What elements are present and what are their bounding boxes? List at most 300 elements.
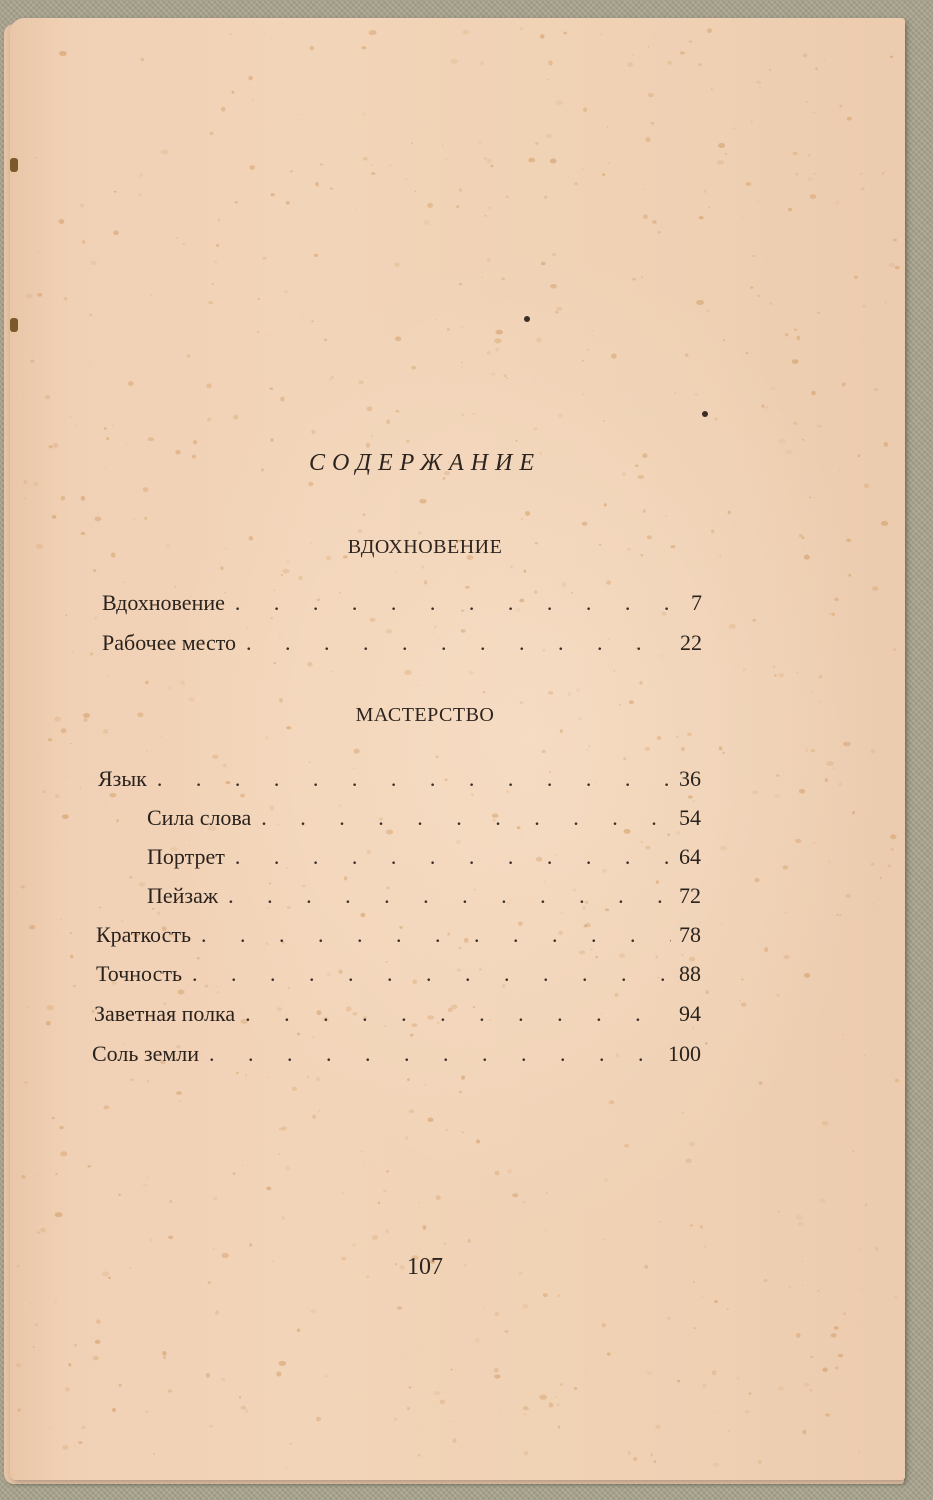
foxing-spot (52, 1117, 54, 1119)
foxing-spot (182, 243, 184, 245)
foxing-spot (619, 953, 625, 957)
foxing-spot (62, 1445, 69, 1450)
foxing-spot (80, 203, 84, 207)
foxing-spot (752, 255, 755, 257)
foxing-spot (728, 624, 736, 629)
foxing-spot (815, 67, 818, 69)
foxing-spot (506, 377, 508, 379)
foxing-spot (467, 1239, 470, 1243)
foxing-spot (525, 511, 530, 516)
foxing-spot (865, 1203, 868, 1206)
foxing-spot (37, 251, 39, 253)
foxing-spot (625, 213, 627, 215)
foxing-spot (516, 440, 518, 442)
foxing-spot (681, 954, 684, 956)
toc-entry (96, 961, 701, 987)
foxing-spot (774, 141, 775, 142)
foxing-spot (719, 746, 723, 750)
foxing-spot (298, 279, 300, 281)
foxing-spot (253, 488, 254, 489)
toc-entry-page: 100 (668, 1041, 701, 1066)
foxing-spot (694, 393, 697, 396)
foxing-spot (240, 794, 245, 798)
toc-entry-page: 7 (691, 590, 702, 615)
foxing-spot (611, 354, 617, 359)
foxing-spot (75, 425, 76, 426)
foxing-spot (220, 566, 223, 570)
foxing-spot (858, 454, 861, 457)
foxing-spot (875, 1247, 879, 1251)
foxing-spot (864, 484, 869, 488)
foxing-spot (206, 384, 211, 389)
ink-speck (702, 411, 708, 417)
foxing-spot (310, 46, 315, 50)
foxing-spot (817, 312, 820, 314)
foxing-spot (652, 220, 657, 223)
book-page (10, 18, 905, 1480)
foxing-spot (721, 923, 722, 924)
foxing-spot (59, 219, 65, 224)
ink-speck (524, 316, 530, 322)
foxing-spot (221, 107, 226, 112)
toc-entry (147, 844, 701, 870)
foxing-spot (623, 757, 626, 760)
foxing-spot (858, 1451, 860, 1453)
foxing-spot (539, 1395, 547, 1400)
toc-entry-page: 88 (679, 961, 701, 986)
section-heading-mastery: МАСТЕРСТВО (355, 704, 495, 726)
foxing-spot (860, 342, 862, 344)
toc-title: СОДЕРЖАНИЕ (308, 450, 542, 476)
foxing-spot (190, 1338, 191, 1339)
toc-entry-label: Пейзаж (147, 883, 219, 908)
foxing-spot (21, 886, 25, 889)
foxing-spot (21, 1175, 26, 1179)
foxing-spot (176, 1091, 182, 1095)
foxing-spot (814, 842, 816, 843)
foxing-spot (524, 1413, 526, 1415)
foxing-spot (714, 1300, 718, 1303)
binding-thread-mark (10, 318, 18, 332)
foxing-spot (651, 1454, 653, 1457)
foxing-spot (848, 574, 851, 577)
toc-entry-page: 54 (679, 805, 701, 830)
foxing-spot (487, 258, 491, 262)
foxing-spot (180, 918, 181, 919)
foxing-spot (309, 762, 311, 763)
foxing-spot (245, 1409, 248, 1413)
foxing-spot (501, 333, 503, 334)
foxing-spot (487, 351, 491, 354)
foxing-spot (657, 231, 661, 234)
foxing-spot (887, 864, 891, 867)
foxing-spot (743, 667, 746, 671)
foxing-spot (354, 749, 360, 754)
foxing-spot (279, 698, 283, 703)
foxing-spot (785, 333, 788, 336)
foxing-spot (752, 790, 758, 794)
foxing-spot (550, 158, 557, 163)
foxing-spot (582, 360, 584, 362)
foxing-spot (546, 1192, 548, 1194)
foxing-spot (332, 671, 334, 672)
foxing-spot (417, 685, 418, 686)
foxing-spot (487, 158, 492, 163)
foxing-spot (358, 380, 363, 384)
foxing-spot (665, 515, 666, 517)
foxing-spot (58, 842, 59, 843)
foxing-spot (822, 1367, 827, 1372)
foxing-spot (69, 416, 73, 419)
foxing-spot (522, 1201, 525, 1203)
foxing-spot (174, 586, 176, 588)
foxing-spot (310, 1309, 317, 1313)
foxing-spot (544, 1230, 546, 1231)
foxing-spot (212, 755, 219, 759)
foxing-spot (239, 1396, 241, 1398)
foxing-spot (809, 496, 811, 498)
toc-entry (96, 922, 701, 948)
foxing-spot (46, 1021, 51, 1026)
foxing-spot (460, 1131, 461, 1132)
foxing-spot (737, 1377, 740, 1380)
foxing-spot (270, 617, 273, 620)
foxing-spot (574, 1387, 578, 1390)
foxing-spot (81, 1426, 86, 1429)
foxing-spot (355, 208, 356, 209)
foxing-spot (104, 427, 107, 430)
foxing-spot (65, 1387, 70, 1391)
foxing-spot (371, 164, 373, 165)
foxing-spot (281, 574, 284, 576)
foxing-spot (229, 33, 232, 36)
foxing-spot (774, 794, 780, 798)
foxing-spot (804, 973, 810, 978)
foxing-spot (282, 1126, 286, 1130)
foxing-spot (138, 194, 142, 197)
foxing-spot (49, 1427, 51, 1428)
foxing-spot (307, 1076, 309, 1078)
foxing-spot (861, 187, 865, 190)
foxing-spot (209, 1425, 214, 1428)
foxing-spot (145, 681, 148, 685)
foxing-spot (385, 1229, 389, 1234)
foxing-spot (266, 1187, 271, 1191)
foxing-spot (178, 1100, 181, 1103)
foxing-spot (324, 339, 327, 342)
foxing-spot (129, 876, 132, 879)
foxing-spot (292, 1087, 297, 1091)
foxing-spot (65, 614, 67, 616)
foxing-spot (315, 182, 318, 186)
toc-entry-label: Вдохновение (102, 590, 225, 615)
foxing-spot (395, 410, 399, 413)
foxing-spot (560, 1383, 563, 1385)
foxing-spot (241, 1406, 246, 1410)
foxing-spot (286, 1166, 290, 1171)
foxing-spot (424, 220, 430, 225)
foxing-spot (419, 1429, 421, 1430)
foxing-spot (705, 1042, 708, 1045)
foxing-spot (846, 894, 851, 898)
foxing-spot (462, 414, 464, 416)
foxing-spot (363, 157, 368, 160)
foxing-spot (70, 932, 72, 934)
foxing-spot (667, 1317, 670, 1320)
foxing-spot (785, 912, 786, 913)
foxing-spot (61, 365, 62, 366)
foxing-spot (802, 1430, 806, 1434)
foxing-spot (803, 53, 807, 57)
foxing-spot (494, 338, 501, 343)
foxing-spot (648, 93, 654, 97)
foxing-spot (461, 1076, 465, 1080)
foxing-spot (23, 397, 25, 398)
foxing-spot (491, 165, 494, 167)
foxing-spot (742, 216, 745, 218)
foxing-spot (106, 801, 107, 802)
foxing-spot (27, 1006, 29, 1007)
foxing-spot (331, 376, 334, 379)
foxing-spot (148, 437, 154, 441)
foxing-spot (563, 32, 567, 35)
foxing-spot (767, 259, 768, 260)
foxing-spot (842, 382, 846, 386)
foxing-spot (651, 122, 655, 125)
foxing-spot (409, 1386, 412, 1388)
foxing-spot (860, 173, 863, 175)
foxing-spot (668, 61, 672, 65)
foxing-spot (548, 60, 552, 65)
foxing-spot (832, 613, 836, 616)
foxing-spot (839, 914, 842, 916)
foxing-spot (817, 1290, 819, 1292)
foxing-spot (831, 1333, 837, 1337)
foxing-spot (727, 1308, 729, 1310)
foxing-spot (480, 61, 484, 66)
foxing-spot (256, 331, 259, 333)
foxing-spot (846, 539, 851, 543)
foxing-spot (746, 352, 748, 354)
foxing-spot (764, 947, 768, 952)
foxing-spot (278, 1153, 280, 1154)
foxing-spot (750, 287, 753, 289)
foxing-spot (78, 1441, 82, 1444)
toc-entry-page: 36 (679, 766, 701, 791)
foxing-spot (23, 480, 27, 485)
foxing-spot (713, 1463, 719, 1467)
foxing-spot (436, 319, 438, 320)
foxing-spot (893, 239, 897, 241)
foxing-spot (855, 48, 856, 49)
foxing-spot (757, 295, 760, 297)
foxing-spot (595, 421, 597, 423)
foxing-spot (397, 1306, 402, 1309)
foxing-spot (70, 743, 72, 744)
foxing-spot (74, 1344, 77, 1347)
foxing-spot (127, 443, 129, 445)
toc-entry-label: Соль земли (92, 1041, 200, 1066)
foxing-spot (836, 914, 839, 916)
foxing-spot (698, 63, 702, 66)
foxing-spot (371, 172, 375, 175)
foxing-spot (242, 1164, 243, 1166)
foxing-spot (286, 1467, 288, 1468)
foxing-spot (311, 430, 315, 434)
foxing-spot (90, 652, 94, 655)
foxing-spot (546, 134, 552, 138)
foxing-spot (417, 255, 418, 257)
foxing-spot (473, 1118, 474, 1119)
foxing-spot (452, 1438, 456, 1443)
foxing-spot (608, 162, 610, 164)
toc-entry-label: Портрет (147, 844, 225, 869)
foxing-spot (770, 387, 775, 391)
foxing-spot (688, 795, 693, 798)
foxing-spot (748, 1392, 751, 1395)
foxing-spot (751, 121, 753, 123)
toc-entry-page: 94 (679, 1001, 701, 1026)
foxing-spot (488, 206, 491, 208)
foxing-spot (459, 188, 462, 191)
foxing-spot (560, 729, 563, 733)
foxing-spot (501, 277, 505, 279)
foxing-spot (702, 1296, 703, 1297)
foxing-spot (812, 290, 813, 291)
foxing-spot (700, 1225, 703, 1229)
foxing-spot (892, 648, 896, 651)
foxing-spot (613, 670, 616, 672)
foxing-spot (693, 1327, 696, 1329)
foxing-spot (890, 834, 896, 839)
foxing-spot (414, 191, 416, 192)
foxing-spot (835, 200, 840, 205)
foxing-spot (838, 1354, 844, 1358)
dot-leader (235, 590, 683, 616)
foxing-spot (37, 293, 42, 297)
foxing-spot (307, 662, 313, 667)
foxing-spot (811, 391, 816, 396)
foxing-spot (26, 294, 32, 299)
foxing-spot (574, 183, 578, 185)
foxing-spot (386, 419, 390, 424)
foxing-spot (520, 837, 521, 838)
foxing-spot (279, 1128, 284, 1131)
foxing-spot (436, 1195, 441, 1200)
foxing-spot (446, 173, 447, 174)
foxing-spot (606, 580, 611, 584)
foxing-spot (587, 349, 589, 351)
foxing-spot (360, 913, 365, 918)
foxing-spot (758, 87, 761, 89)
foxing-spot (589, 745, 590, 746)
toc-entry-page: 22 (680, 630, 702, 655)
toc-entry-label: Точность (96, 961, 183, 986)
foxing-spot (445, 1129, 448, 1131)
foxing-spot (583, 168, 584, 169)
dot-leader (192, 961, 671, 987)
foxing-spot (776, 774, 780, 776)
foxing-spot (677, 1380, 680, 1383)
foxing-spot (289, 1443, 291, 1444)
foxing-spot (825, 778, 828, 782)
foxing-spot (608, 1100, 614, 1104)
foxing-spot (757, 200, 759, 202)
foxing-spot (894, 1296, 897, 1299)
foxing-spot (829, 613, 832, 615)
foxing-spot (556, 100, 563, 105)
foxing-spot (789, 1285, 791, 1287)
foxing-spot (807, 154, 810, 156)
foxing-spot (484, 1307, 485, 1308)
foxing-spot (95, 1340, 101, 1344)
foxing-spot (405, 1136, 409, 1140)
dot-leader (201, 922, 671, 948)
foxing-spot (302, 314, 303, 315)
foxing-spot (505, 195, 509, 198)
foxing-spot (619, 127, 620, 129)
foxing-spot (793, 152, 798, 155)
foxing-spot (48, 738, 52, 741)
foxing-spot (807, 177, 812, 181)
foxing-spot (798, 1222, 804, 1226)
foxing-spot (820, 167, 821, 168)
foxing-spot (586, 749, 589, 751)
foxing-spot (449, 1421, 450, 1422)
foxing-spot (809, 1389, 812, 1392)
foxing-spot (810, 194, 817, 199)
foxing-spot (733, 128, 735, 130)
foxing-spot (542, 750, 546, 753)
foxing-spot (372, 1235, 378, 1240)
foxing-spot (365, 1085, 366, 1086)
foxing-spot (825, 1413, 830, 1416)
foxing-spot (684, 1388, 685, 1389)
foxing-spot (257, 298, 260, 300)
toc-entry-label: Сила слова (147, 805, 252, 830)
foxing-spot (143, 1184, 148, 1188)
foxing-spot (819, 1198, 826, 1203)
foxing-spot (884, 442, 889, 447)
foxing-spot (558, 413, 563, 418)
foxing-spot (494, 1374, 500, 1378)
foxing-spot (607, 1352, 611, 1355)
foxing-spot (360, 1123, 361, 1124)
foxing-spot (582, 522, 588, 526)
foxing-spot (463, 30, 469, 35)
foxing-spot (783, 865, 789, 869)
foxing-spot (308, 482, 313, 486)
foxing-spot (440, 1399, 445, 1404)
foxing-spot (543, 881, 545, 882)
foxing-spot (717, 160, 724, 164)
foxing-spot (167, 686, 172, 691)
foxing-spot (603, 420, 606, 422)
foxing-spot (709, 207, 710, 208)
foxing-spot (802, 1285, 803, 1286)
foxing-spot (450, 1369, 453, 1371)
foxing-spot (491, 372, 496, 375)
foxing-spot (523, 1406, 529, 1410)
foxing-spot (35, 1324, 38, 1327)
foxing-spot (128, 381, 134, 386)
foxing-spot (739, 1000, 740, 1002)
foxing-spot (265, 736, 269, 740)
foxing-spot (797, 336, 801, 340)
foxing-spot (607, 126, 608, 127)
foxing-spot (521, 518, 523, 520)
foxing-spot (477, 89, 479, 90)
